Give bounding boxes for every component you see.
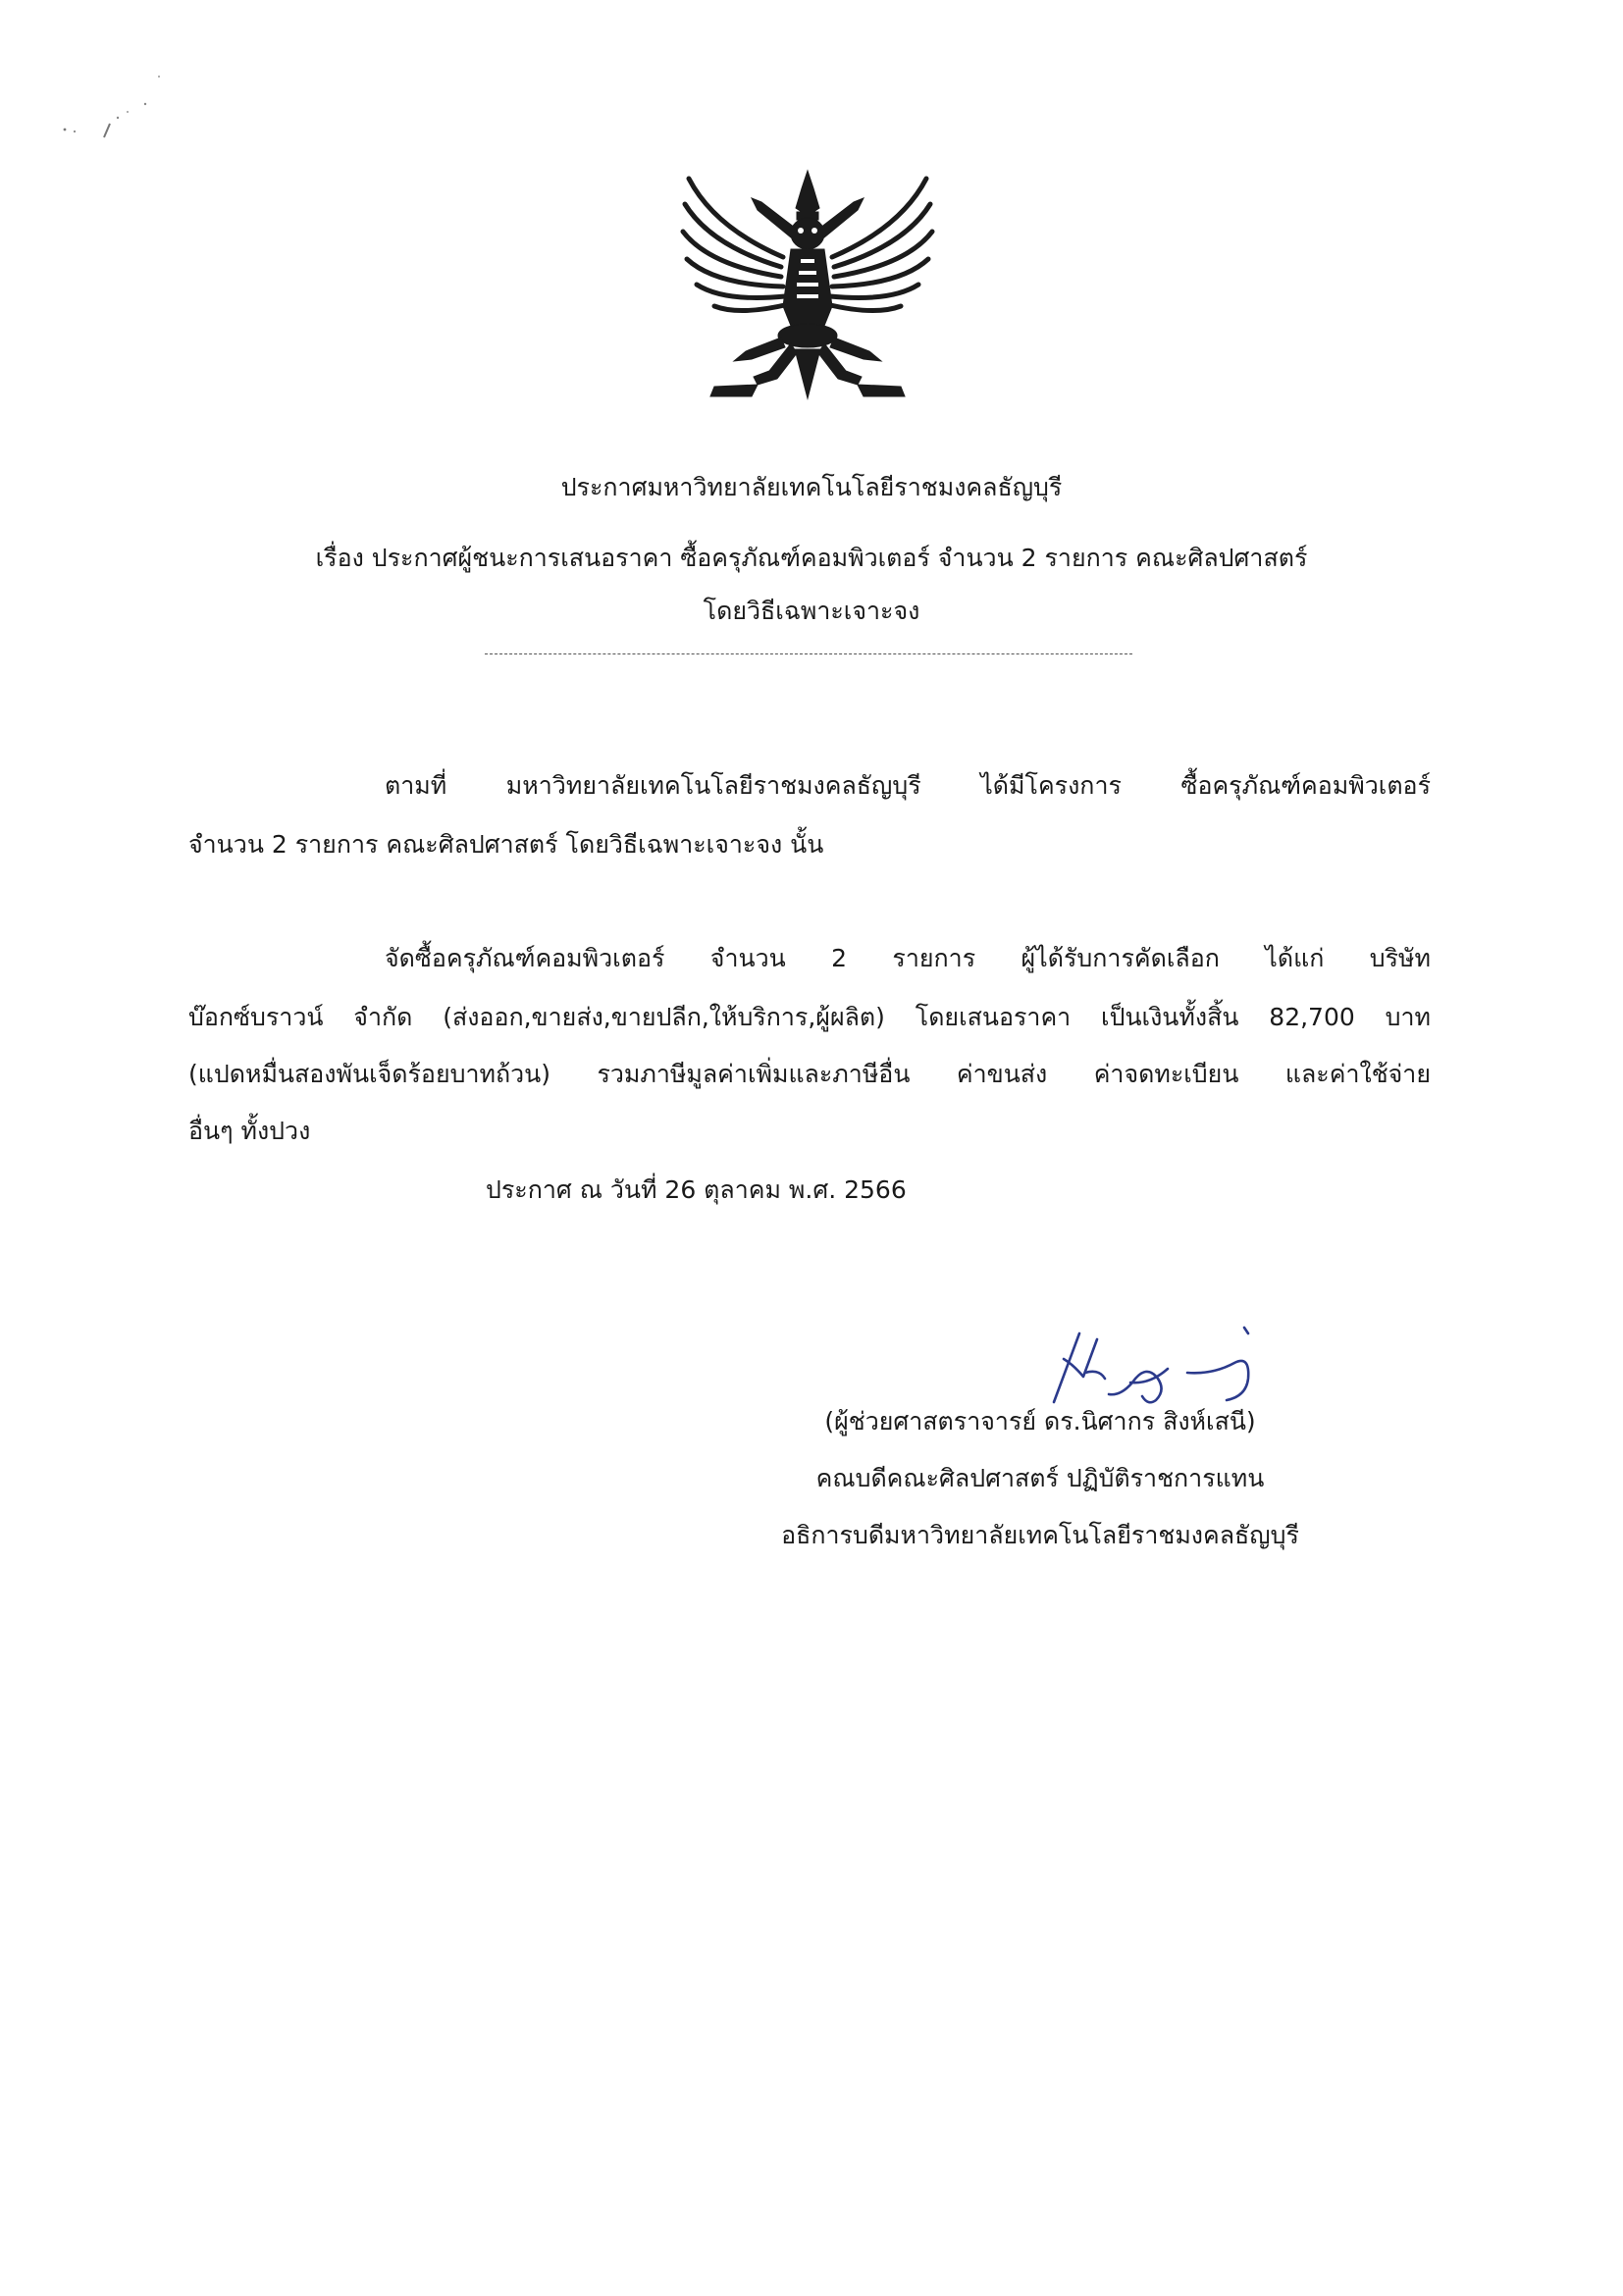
procurement-method: โดยวิธีเฉพาะเจาะจง	[703, 597, 920, 625]
handwritten-signature-icon	[1040, 1320, 1268, 1410]
garuda-emblem-icon	[675, 169, 940, 400]
announcement-subject: เรื่อง ประกาศผู้ชนะการเสนอราคา ซื้อครุภัณฑ์คอมพิวเตอร์ จำนวน 2 รายการ คณะศิลปศาสตร์	[315, 544, 1308, 572]
paragraph-2-line-4: อื่นๆ ทั้งปวง	[188, 1117, 311, 1145]
paragraph-1-line-1: ตามที่ มหาวิทยาลัยเทคโนโลยีราชมงคลธัญบุรี ได้มีโครงการ ซื้อครุภัณฑ์คอมพิวเตอร์	[385, 771, 1431, 800]
paragraph-1-line-2: จำนวน 2 รายการ คณะศิลปศาสตร์ โดยวิธีเฉพาะเจาะจง นั้น	[188, 830, 824, 859]
signatory-position: คณบดีคณะศิลปศาสตร์ ปฏิบัติราชการแทน	[815, 1464, 1265, 1492]
scan-speck-marks	[57, 67, 194, 155]
signatory-name: (ผู้ช่วยศาสตราจารย์ ดร.นิศากร สิงห์เสนี)	[824, 1407, 1256, 1435]
header-divider	[485, 653, 1132, 654]
paragraph-2-line-3: (แปดหมื่นสองพันเจ็ดร้อยบาทถ้วน) รวมภาษีมูลค่าเพิ่มและภาษีอื่น ค่าขนส่ง ค่าจดทะเบียน และค่าใช้จ่าย	[188, 1060, 1431, 1088]
signatory-on-behalf-of: อธิการบดีมหาวิทยาลัยเทคโนโลยีราชมงคลธัญบุรี	[781, 1521, 1299, 1549]
announcement-title: ประกาศมหาวิทยาลัยเทคโนโลยีราชมงคลธัญบุรี	[560, 473, 1063, 501]
announcement-date: ประกาศ ณ วันที่ 26 ตุลาคม พ.ศ. 2566	[486, 1175, 907, 1204]
paragraph-2-line-1: จัดซื้อครุภัณฑ์คอมพิวเตอร์ จำนวน 2 รายการ ผู้ได้รับการคัดเลือก ได้แก่ บริษัท	[385, 944, 1431, 972]
paragraph-2-line-2: บ๊อกซ์บราวน์ จำกัด (ส่งออก,ขายส่ง,ขายปลีก,ให้บริการ,ผู้ผลิต) โดยเสนอราคา เป็นเงินทั้งสิ้น 82,700 บาท	[188, 1003, 1431, 1031]
